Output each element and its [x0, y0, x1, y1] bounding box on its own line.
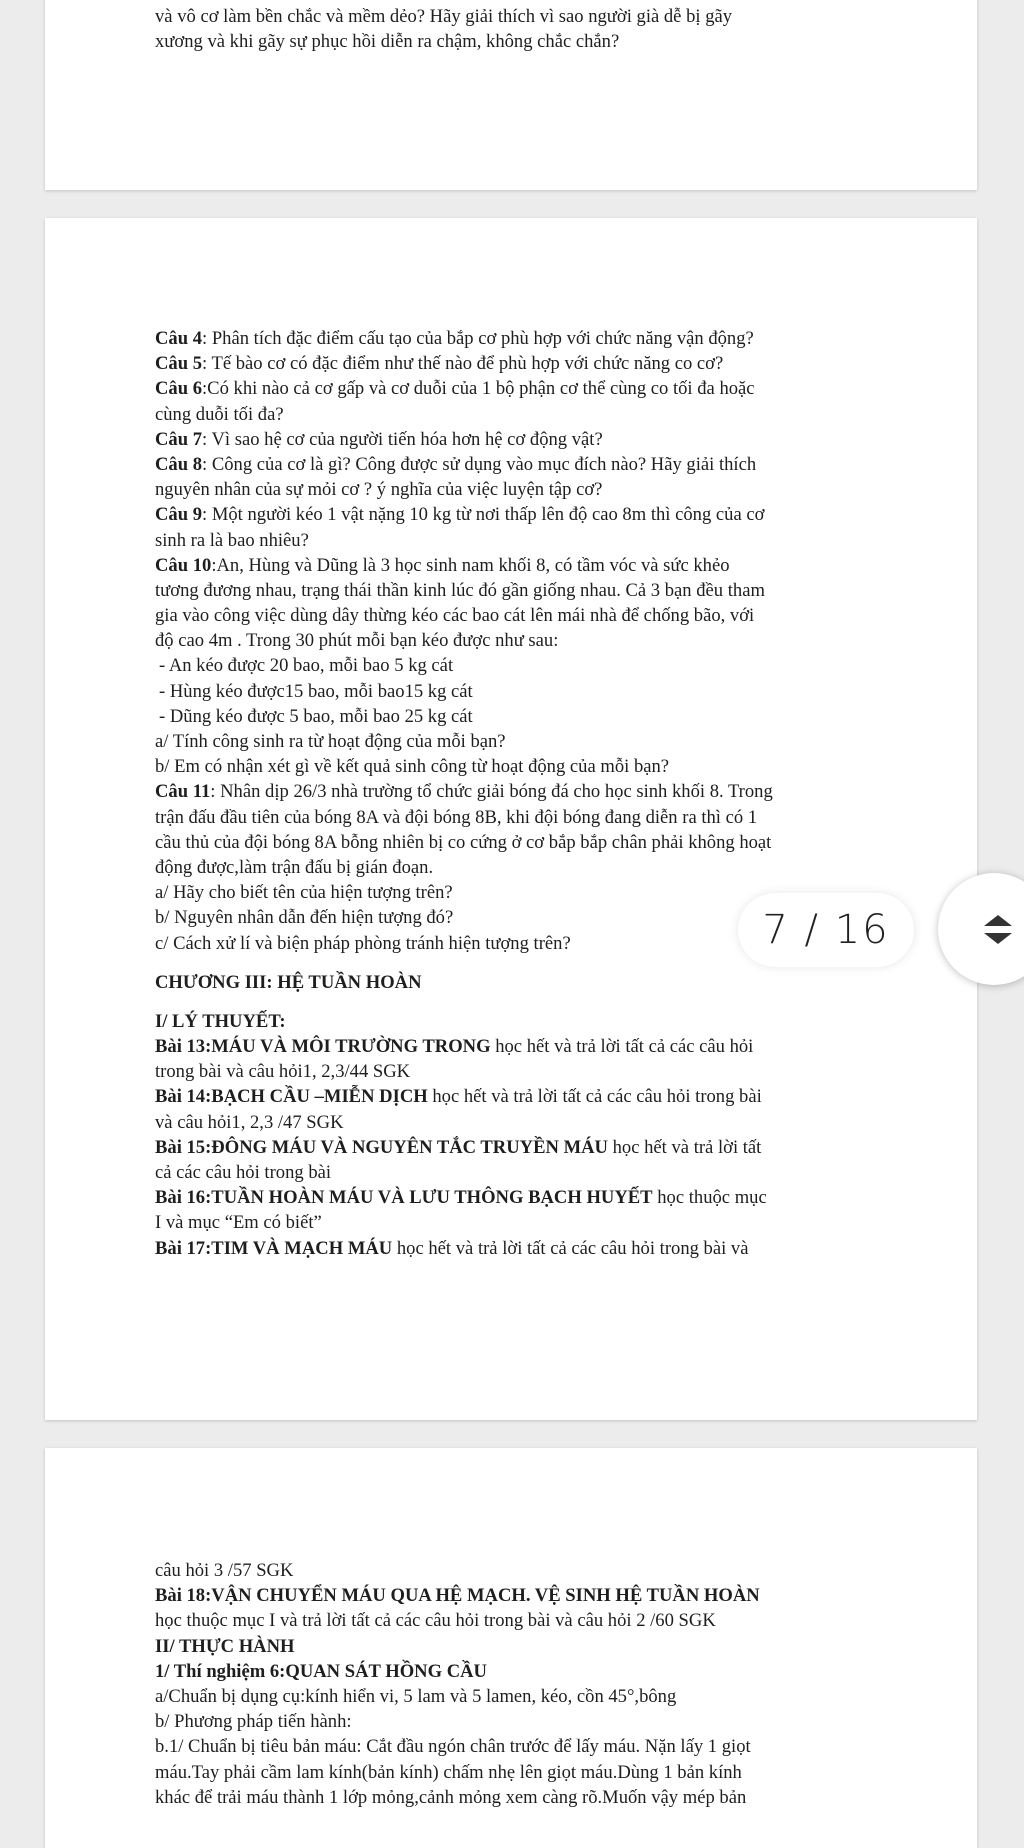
text-line: nguyên nhân của sự mỏi cơ ? ý nghĩa của việc luyện tập cơ? — [155, 479, 603, 501]
text-line: sinh ra là bao nhiêu? — [155, 529, 309, 551]
question-text: : Công của cơ là gì? Công được sử dụng vào mục đích nào? Hãy giải thích — [202, 453, 757, 475]
page2-content — [155, 326, 905, 1261]
text-line: trong bài và câu hỏi1, 2,3/44 SGK — [155, 1061, 411, 1083]
text-line: câu hỏi 3 /57 SGK — [155, 1560, 294, 1581]
experiment-heading: 1/ Thí nghiệm 6:QUAN SÁT HỒNG CẦU — [155, 1660, 487, 1682]
question-label: Câu 5 — [155, 353, 203, 375]
question-label: Câu 4 — [155, 328, 203, 349]
text-line: cả các câu hỏi trong bài — [155, 1162, 332, 1183]
lesson-text: học hết và trả lời tất cả các câu hỏi trong bài và — [392, 1237, 749, 1259]
chevron-down-icon[interactable] — [984, 933, 1012, 944]
list-item: - Dũng kéo được 5 bao, mỗi bao 25 kg cát — [159, 705, 473, 727]
document-page-2 — [45, 218, 977, 1420]
question-label: Câu 6 — [155, 378, 203, 400]
list-item: - An kéo được 20 bao, mỗi bao 5 kg cát — [159, 655, 454, 677]
text-line: gia vào công việc dùng dây thừng kéo các bao cát lên mái nhà để chống bão, với — [155, 605, 755, 627]
text-line: động được,làm trận đấu bị gián đoạn. — [155, 856, 434, 878]
text-line: cùng duỗi tối đa? — [155, 403, 284, 425]
question-label: Câu 7 — [155, 428, 203, 450]
lesson-label: Bài 13:MÁU VÀ MÔI TRƯỜNG TRONG — [155, 1036, 491, 1058]
text-line: độ cao 4m . Trong 30 phút mỗi bạn kéo được như sau: — [155, 630, 559, 652]
question-5 — [155, 351, 905, 376]
question-10 — [155, 553, 905, 578]
page3-content — [155, 1558, 905, 1810]
lesson-text: học hết và trả lời tất — [607, 1136, 762, 1158]
text-line: a/ Tính công sinh ra từ hoạt động của mỗi bạn? — [155, 731, 506, 752]
question-4 — [155, 326, 905, 351]
lesson-text: học hết và trả lời tất cả các câu hỏi trong bài — [427, 1086, 762, 1108]
lesson-14 — [155, 1084, 905, 1109]
question-text: : Tế bào cơ có đặc điểm như thế nào để phù hợp với chức năng co cơ? — [202, 353, 724, 375]
page-indicator: 7 / 16 — [738, 893, 914, 967]
question-text: :Có khi nào cả cơ gấp và cơ duỗi của 1 bộ phận cơ thể cùng co tối đa hoặc — [202, 378, 755, 400]
text-line: I và mục “Em có biết” — [155, 1212, 322, 1234]
question-7 — [155, 427, 905, 452]
question-9 — [155, 502, 905, 527]
page1-content — [155, 4, 905, 54]
lesson-18-heading: Bài 18:VẬN CHUYỂN MÁU QUA HỆ MẠCH. VỆ SINH HỆ TUẦN HOÀN — [155, 1585, 760, 1607]
spacer — [155, 995, 905, 1009]
text-line: b/ Em có nhận xét gì về kết quả sinh công từ hoạt động của mỗi bạn? — [155, 756, 670, 778]
text-line: b/ Nguyên nhân dẫn đến hiện tượng đó? — [155, 907, 454, 929]
text-line: c/ Cách xử lí và biện pháp phòng tránh hiện tượng trên? — [155, 932, 571, 954]
question-text: : Vì sao hệ cơ của người tiến hóa hơn hệ cơ động vật? — [202, 428, 603, 450]
question-8 — [155, 452, 905, 477]
text-line: cầu thủ của đội bóng 8A bỗng nhiên bị co cứng ở cơ bắp bắp chân phải không hoạt — [155, 831, 772, 853]
lesson-text: học hết và trả lời tất cả các câu hỏi — [490, 1036, 754, 1058]
document-page-1 — [45, 0, 977, 190]
document-page-3 — [45, 1448, 977, 1848]
text-line: xương và khi gãy sự phục hồi diễn ra chậm, không chắc chắn? — [155, 31, 620, 53]
lesson-13 — [155, 1034, 905, 1059]
question-text: : Nhân dịp 26/3 nhà trường tổ chức giải bóng đá cho học sinh khối 8. Trong — [210, 781, 773, 803]
text-line: a/Chuẩn bị dụng cụ:kính hiển vi, 5 lam và 5 lamen, kéo, cồn 45°,bông — [155, 1685, 677, 1707]
question-6 — [155, 376, 905, 401]
question-label: Câu 8 — [155, 453, 203, 475]
text-line: a/ Hãy cho biết tên của hiện tượng trên? — [155, 882, 453, 904]
text-line: b.1/ Chuẩn bị tiêu bản máu: Cắt đầu ngón chân trước để lấy máu. Nặn lấy 1 giọt — [155, 1736, 751, 1758]
lesson-label: Bài 17:TIM VÀ MẠCH MÁU — [155, 1237, 393, 1259]
lesson-15 — [155, 1135, 905, 1160]
text-line: tương đương nhau, trạng thái thần kinh lúc đó gần giống nhau. Cả 3 bạn đều tham — [155, 579, 765, 601]
text-line: học thuộc mục I và trả lời tất cả các câu hỏi trong bài và câu hỏi 2 /60 SGK — [155, 1610, 716, 1632]
text-line: khác để trải máu thành 1 lớp mỏng,cảnh mỏng xem càng rõ.Muốn vậy mép bản — [155, 1786, 747, 1808]
question-label: Câu 9 — [155, 504, 203, 526]
question-text: :An, Hùng và Dũng là 3 học sinh nam khối 8, có tầm vóc và sức khẻo — [211, 554, 730, 576]
lesson-text: học thuộc mục — [652, 1187, 767, 1209]
question-label: Câu 11 — [155, 781, 211, 803]
text-line: trận đấu đầu tiên của bóng 8A và đội bóng 8B, khi đội bóng đang diễn ra thì có 1 — [155, 806, 758, 828]
text-line: và câu hỏi1, 2,3 /47 SGK — [155, 1111, 344, 1133]
question-label: Câu 10 — [155, 554, 212, 576]
text-line: và vô cơ làm bền chắc và mềm dẻo? Hãy giải thích vì sao người già dễ bị gãy — [155, 6, 733, 27]
lesson-16 — [155, 1185, 905, 1210]
chapter-heading: CHƯƠNG III: HỆ TUẦN HOÀN — [155, 971, 422, 993]
section-heading: I/ LÝ THUYẾT: — [155, 1010, 286, 1032]
chevron-up-icon[interactable] — [984, 915, 1012, 926]
lesson-17 — [155, 1236, 905, 1261]
question-11 — [155, 779, 905, 804]
list-item: - Hùng kéo được15 bao, mỗi bao15 kg cát — [159, 680, 473, 702]
lesson-label: Bài 16:TUẦN HOÀN MÁU VÀ LƯU THÔNG BẠCH HUYẾT — [155, 1187, 653, 1209]
text-line: máu.Tay phải cầm lam kính(bản kính) chấm nhẹ lên giọt máu.Dùng 1 bản kính — [155, 1761, 742, 1783]
text-line: b/ Phương pháp tiến hành: — [155, 1711, 352, 1733]
section-heading: II/ THỰC HÀNH — [155, 1635, 295, 1657]
question-text: : Một người kéo 1 vật nặng 10 kg từ nơi thấp lên độ cao 8m thì công của cơ — [202, 504, 765, 526]
lesson-label: Bài 15:ĐÔNG MÁU VÀ NGUYÊN TẮC TRUYỀN MÁU — [155, 1136, 608, 1158]
lesson-label: Bài 14:BẠCH CẦU –MIỄN DỊCH — [155, 1086, 428, 1108]
question-text: : Phân tích đặc điểm cấu tạo của bắp cơ phù hợp với chức năng vận động? — [202, 328, 754, 349]
